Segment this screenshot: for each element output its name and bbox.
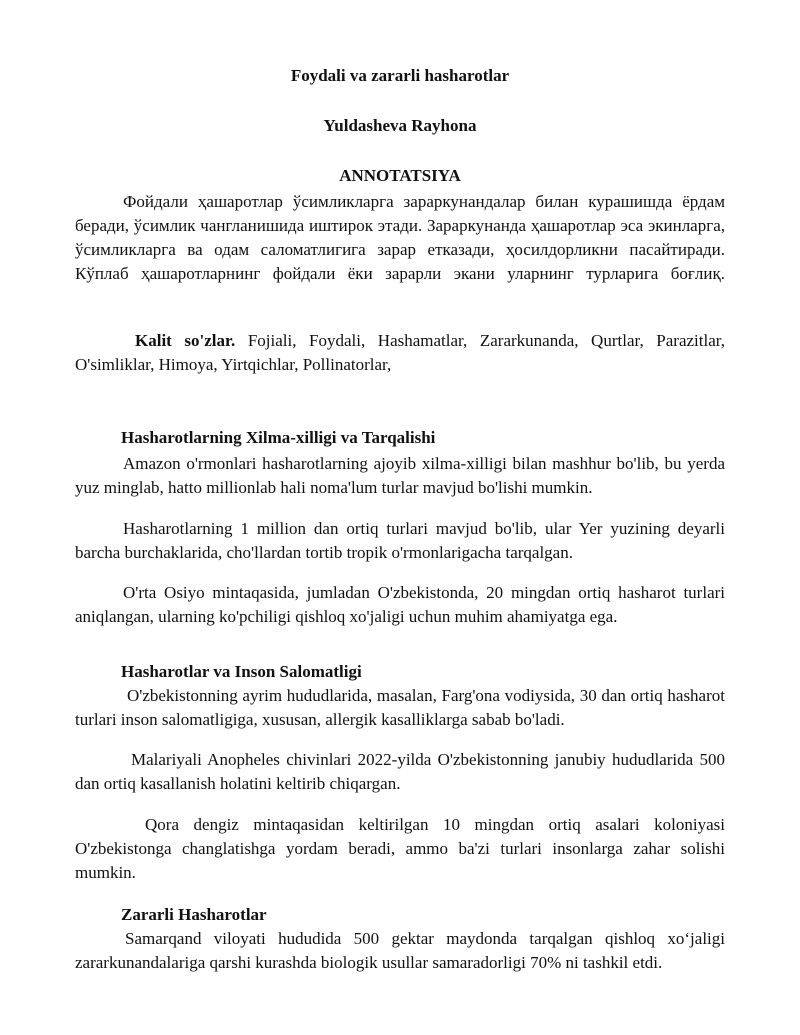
- keywords-label: Kalit so'zlar.: [135, 331, 236, 350]
- paragraph-samarkand: Samarqand viloyati hududida 500 gektar maydonda tarqalgan qishloq xo‘jaligi zararkunandalariga qarshi kurashda biologik usullar samaradorligi 70% ni tashkil etdi.: [75, 929, 725, 972]
- paragraph-bees: Qora dengiz mintaqasidan keltirilgan 10 mingdan ortiq asalari koloniyasi O'zbekistonga changlatishga yordam beradi, ammo ba'zi turlari insonlarga zahar solishi mumkin.: [75, 815, 725, 882]
- keywords-list: Fojiali, Foydali, Hashamatlar, Zararkunanda, Qurtlar, Parazitlar, O'simliklar, Himoya, Yirtqichlar, Pollinatorlar,: [75, 331, 725, 374]
- section-heading-harmful: Zararli Hasharotlar: [121, 905, 267, 924]
- author-name: Yuldasheva Rayhona: [323, 116, 477, 135]
- paragraph-central-asia: O'rta Osiyo mintaqasida, jumladan O'zbekistonda, 20 mingdan ortiq hasharot turlari aniqlangan, ularning ko'pchiligi qishloq xo'jaligi uchun muhim ahamiyatga ega.: [75, 583, 725, 626]
- section-heading-diversity: Hasharotlarning Xilma-xilligi va Tarqalishi: [121, 428, 436, 447]
- paragraph-fergana: O'zbekistonning ayrim hududlarida, masalan, Farg'ona vodiysida, 30 dan ortiq hasharot turlari inson salomatligiga, xususan, allergik kasalliklarga sabab bo'ladi.: [75, 686, 725, 729]
- paragraph-species-count: Hasharotlarning 1 million dan ortiq turlari mavjud bo'lib, ular Yer yuzining deyarli barcha burchaklarida, cho'llardan tortib tropik o'rmonlarigacha tarqalgan.: [75, 519, 725, 562]
- annotation-paragraph: Фойдали ҳашаротлар ўсимликларга зараркунандалар билан курашишда ёрдам беради, ўсимлик чангланишида иштирок этади. Зараркунанда ҳашаротлар эса экинларга, ўсимликларга ва одам саломатлигига зарар етказади, ҳосилдорликни пасайтиради. Кўплаб ҳашаротларнинг фойдали ёки зарарли экани уларнинг турларига боғлиқ.: [75, 192, 725, 283]
- keywords-paragraph: [75, 329, 725, 377]
- annotation-heading: ANNOTATSIYA: [339, 166, 461, 185]
- paragraph-amazon: Amazon o'rmonlari hasharotlarning ajoyib xilma-xilligi bilan mashhur bo'lib, bu yerda yuz minglab, hatto millionlab hali noma'lum turlar mavjud bo'lishi mumkin.: [75, 454, 725, 497]
- section-heading-health: Hasharotlar va Inson Salomatligi: [121, 662, 362, 681]
- paragraph-malaria: Malariyali Anopheles chivinlari 2022-yilda O'zbekistonning janubiy hududlarida 500 dan ortiq kasallanish holatini keltirib chiqargan.: [75, 750, 725, 793]
- document-title: Foydali va zararli hasharotlar: [290, 66, 510, 85]
